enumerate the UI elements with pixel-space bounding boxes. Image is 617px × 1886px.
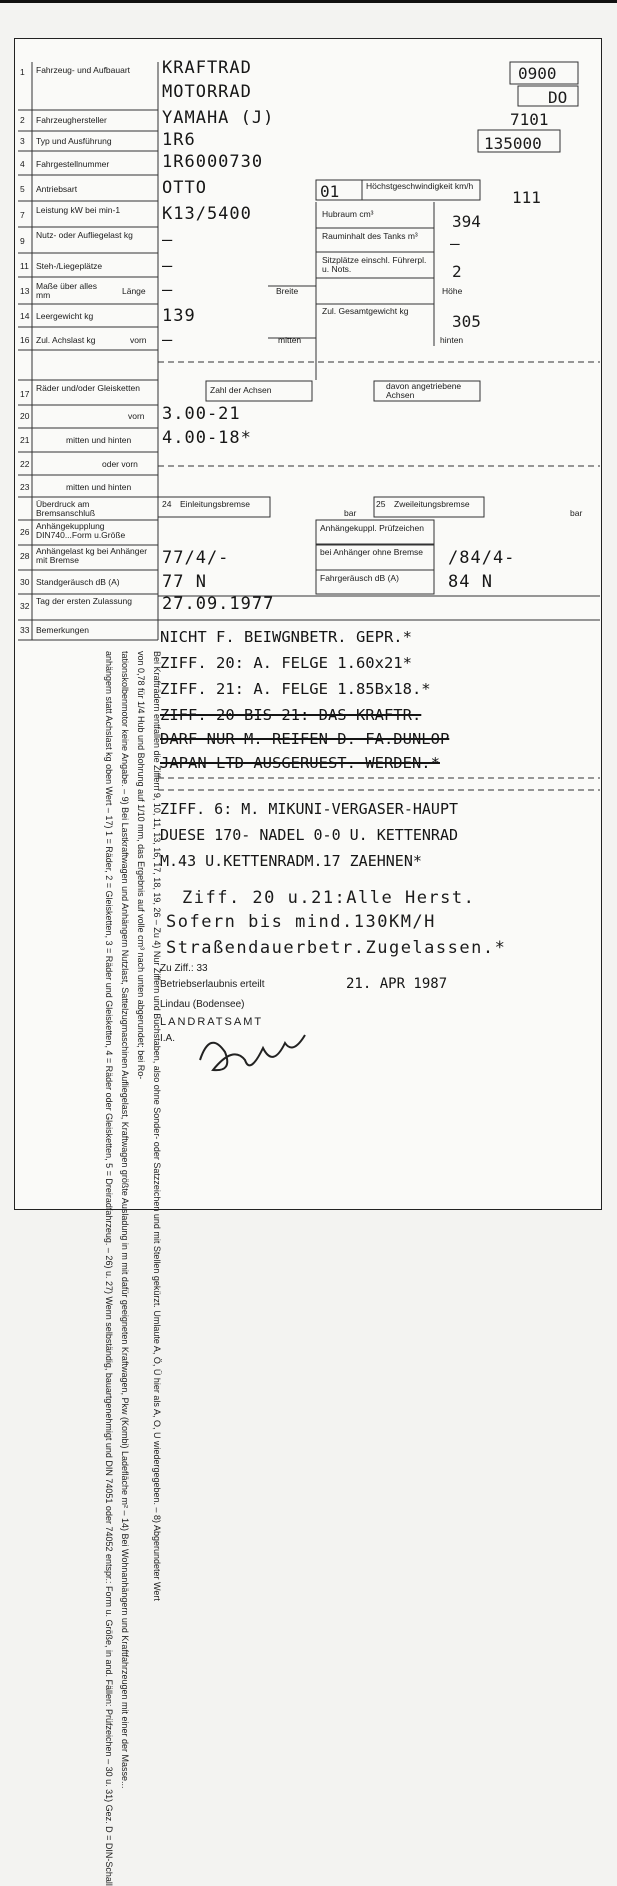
field-num-32: 32 xyxy=(20,601,30,611)
field-label-22: oder vorn xyxy=(102,459,138,469)
field-12-value: 2 xyxy=(452,262,462,281)
remark-line-typed: Ziff. 20 u.21:Alle Herst. xyxy=(182,888,476,908)
field-label-1: Fahrzeug- und Aufbauart xyxy=(36,65,131,75)
field-sub-16: vorn xyxy=(130,335,147,345)
field-label-29: bei Anhänger ohne Bremse xyxy=(320,547,424,557)
field-value-30: 77 N xyxy=(162,572,207,592)
field-label-9: Nutz- oder Aufliegelast kg xyxy=(36,230,133,240)
remark-line-struck: JAPAN LTD AUSGERUEST. WERDEN.* xyxy=(160,754,440,772)
field-label-28: Anhängelast kg bei Anhänger mit Bremse xyxy=(36,546,148,565)
label-hinten: hinten xyxy=(440,335,464,345)
field-6-code: 01 xyxy=(320,182,340,201)
field-12-label: Sitzplätze einschl. Führerpl. u. Nots. xyxy=(322,255,427,274)
field-label-4: Fahrgestellnummer xyxy=(36,159,110,169)
field-value-13: – xyxy=(162,280,174,300)
side-note-3: tationskolbenmotor keine Angabe. – 9) Bei Lastkraftwagen und Anhängern Nutzlast, Sattelzugmaschinen Aufliegelast, Kraftwagen größte Ausladung in m mit dafür geeigneten Kraftwagen, Pkw (Kombi) Ladefläche m² – 14) Bei Wohnanhängern und Kraftfahrzeugen mit einer der Masse... xyxy=(120,651,130,1789)
field-label-25: Zweileitungsbremse xyxy=(394,499,470,509)
field-value-14: 139 xyxy=(162,306,196,326)
field-value-7: K13/5400 xyxy=(162,204,252,224)
field-num-23: 23 xyxy=(20,482,30,492)
label-mitten: mitten xyxy=(278,335,302,345)
remark-line: ZIFF. 6: M. MIKUNI-VERGASER-HAUPT xyxy=(160,800,459,818)
field-value-5: OTTO xyxy=(162,178,207,198)
field-label-27: Anhängekuppl. Prüfzeichen xyxy=(320,523,424,533)
field-value-20: 3.00-21 xyxy=(162,404,241,424)
field-label-14: Leergewicht kg xyxy=(36,311,94,321)
field-num-4: 4 xyxy=(20,159,25,169)
field-label-19: davon angetriebene Achsen xyxy=(386,381,462,400)
code-135000: 135000 xyxy=(484,134,542,153)
field-value-1: KRAFTRAD xyxy=(162,58,252,78)
field-value-4: 1R6000730 xyxy=(162,152,264,172)
field-label-3: Typ und Ausführung xyxy=(36,136,112,146)
code-0900: 0900 xyxy=(518,64,557,83)
field-10-value: – xyxy=(450,234,460,253)
remark-line: ZIFF. 21: A. FELGE 1.85Bx18.* xyxy=(160,680,431,698)
field-num-17: 17 xyxy=(20,389,30,399)
field-8-label: Hubraum cm³ xyxy=(322,209,374,219)
field-num-11: 11 xyxy=(20,261,29,271)
field-num-33: 33 xyxy=(20,625,30,635)
remark-line: DUESE 170- NADEL 0-0 U. KETTENRAD xyxy=(160,826,459,844)
field-label-23: mitten und hinten xyxy=(66,482,132,492)
remark-line: NICHT F. BEIWGNBETR. GEPR.* xyxy=(160,628,412,646)
side-note-2: von 0,78 für 1/4 Hub und Bohrung auf 1/10 mm, das Ergebnis auf volle cm³ nach unten abgerundet; bei Ro- xyxy=(136,651,146,1080)
field-num-28: 28 xyxy=(20,551,30,561)
field-label-17: Räder und/oder Gleisketten xyxy=(36,383,140,393)
unit-bar-24: bar xyxy=(344,508,357,518)
field-num-14: 14 xyxy=(20,311,30,321)
field-num-25: 25 xyxy=(376,499,386,509)
field-num-21: 21 xyxy=(20,435,30,445)
field-label-26: Anhängekupplung DIN740...Form u.Größe xyxy=(36,521,126,540)
label-hoehe: Höhe xyxy=(442,286,463,296)
remark-line-typed: Sofern bis mind.130KM/H xyxy=(166,912,436,932)
field-6-label: Höchstgeschwindigkeit km/h xyxy=(366,181,474,191)
stamp-ia: I.A. xyxy=(160,1033,176,1044)
field-value-28: 77/4/- xyxy=(162,548,230,568)
remark-line-struck: DARF NUR M. REIFEN D. FA.DUNLOP xyxy=(160,730,450,748)
code-7101: 7101 xyxy=(510,110,549,129)
remark-line: ZIFF. 20: A. FELGE 1.60x21* xyxy=(160,654,412,672)
field-value-31: 84 N xyxy=(448,572,493,592)
code-do: DO xyxy=(548,88,568,107)
stamp-office: LANDRATSAMT xyxy=(160,1016,264,1028)
field-num-9: 9 xyxy=(20,236,25,246)
field-label-18: Zahl der Achsen xyxy=(210,385,272,395)
field-num-13: 13 xyxy=(20,286,30,296)
field-label-24: Einleitungsbremse xyxy=(180,499,250,509)
label-ueberdruck: Überdruck am Bremsanschluß xyxy=(36,499,96,518)
field-label-20: vorn xyxy=(128,411,145,421)
stamp-place: Lindau (Bodensee) xyxy=(160,999,245,1010)
field-num-30: 30 xyxy=(20,577,30,587)
field-label-30: Standgeräusch dB (A) xyxy=(36,577,120,587)
side-note-1: Bei Krafträdern entfallen die Ziffern 9, 10, 11, 13, 16, 17, 18, 19, 26 – Zu 4) Nur Ziffern und Buchstaben, also ohne Sonder- oder Satzzeichen und mit Stellen gekürzt. Umlaute A, Ö, Ü hier als A, O, U wiedergegeben. – 8) Abgerundeter Wert xyxy=(152,651,162,1601)
unit-bar-25: bar xyxy=(570,508,583,518)
field-8-value: 394 xyxy=(452,212,481,231)
field-10-label: Rauminhalt des Tanks m³ xyxy=(322,231,418,241)
field-value-29: /84/4- xyxy=(448,548,516,568)
remark-line: M.43 U.KETTENRADM.17 ZAEHNEN* xyxy=(160,852,422,870)
field-value-1b: MOTORRAD xyxy=(162,82,252,102)
field-num-1: 1 xyxy=(20,67,25,77)
field-label-16: Zul. Achslast kg xyxy=(36,335,96,345)
field-num-7: 7 xyxy=(20,210,25,220)
field-6-value: 111 xyxy=(512,188,541,207)
field-value-16: – xyxy=(162,330,174,350)
signature-scribble xyxy=(200,1035,305,1070)
field-label-33: Bemerkungen xyxy=(36,625,89,635)
field-num-20: 20 xyxy=(20,411,30,421)
field-label-11: Steh-/Liegeplätze xyxy=(36,261,103,271)
field-15-label: Zul. Gesamtgewicht kg xyxy=(322,306,409,316)
field-sub-13: Länge xyxy=(122,286,146,296)
field-value-3: 1R6 xyxy=(162,130,196,150)
field-15-value: 305 xyxy=(452,312,481,331)
stamp-date: 21. APR 1987 xyxy=(346,976,448,992)
field-num-16: 16 xyxy=(20,335,30,345)
stamp-line1: Betriebserlaubnis erteilt xyxy=(160,979,265,990)
field-label-2: Fahrzeughersteller xyxy=(36,115,107,125)
field-label-7: Leistung kW bei min-1 xyxy=(36,205,121,215)
remark-line-struck: ZIFF. 20 BIS 21: DAS KRAFTR. xyxy=(160,706,422,724)
field-num-2: 2 xyxy=(20,115,25,125)
field-value-11: – xyxy=(162,256,174,276)
stamp-zu-ziff: Zu Ziff.: 33 xyxy=(160,963,208,974)
field-num-3: 3 xyxy=(20,136,25,146)
field-num-5: 5 xyxy=(20,184,25,194)
field-label-5: Antriebsart xyxy=(36,184,78,194)
field-value-21: 4.00-18* xyxy=(162,428,252,448)
field-label-21: mitten und hinten xyxy=(66,435,132,445)
side-note-4: anhängern statt Achslast kg oben Wert – 17) 1 = Räder, 2 = Gleisketten, 3 = Räder und Gleisketten, 4 = Räder oder Gleisketten, 5 = Dreiradfahrzeug. – 26) u. 27) Wenn selbständig, bauartgenehmigt und DIN 74051 oder 74052 entspr.: Form u. Größe, in and. Fällen: Prüfzeichen – 30 u. 31) Gez. D = DIN-Schall xyxy=(104,651,114,1886)
field-label-31: Fahrgeräusch dB (A) xyxy=(320,573,399,583)
field-num-22: 22 xyxy=(20,459,30,469)
field-label-13: Maße über alles mm xyxy=(36,281,97,300)
field-value-9: – xyxy=(162,230,174,250)
label-breite: Breite xyxy=(276,286,299,296)
field-value-32: 27.09.1977 xyxy=(162,594,275,614)
field-num-26: 26 xyxy=(20,527,30,537)
field-label-32: Tag der ersten Zulassung xyxy=(36,596,132,606)
remark-line-typed: Straßendauerbetr.Zugelassen.* xyxy=(166,938,507,958)
field-value-2: YAMAHA (J) xyxy=(162,108,275,128)
field-num-24: 24 xyxy=(162,499,172,509)
